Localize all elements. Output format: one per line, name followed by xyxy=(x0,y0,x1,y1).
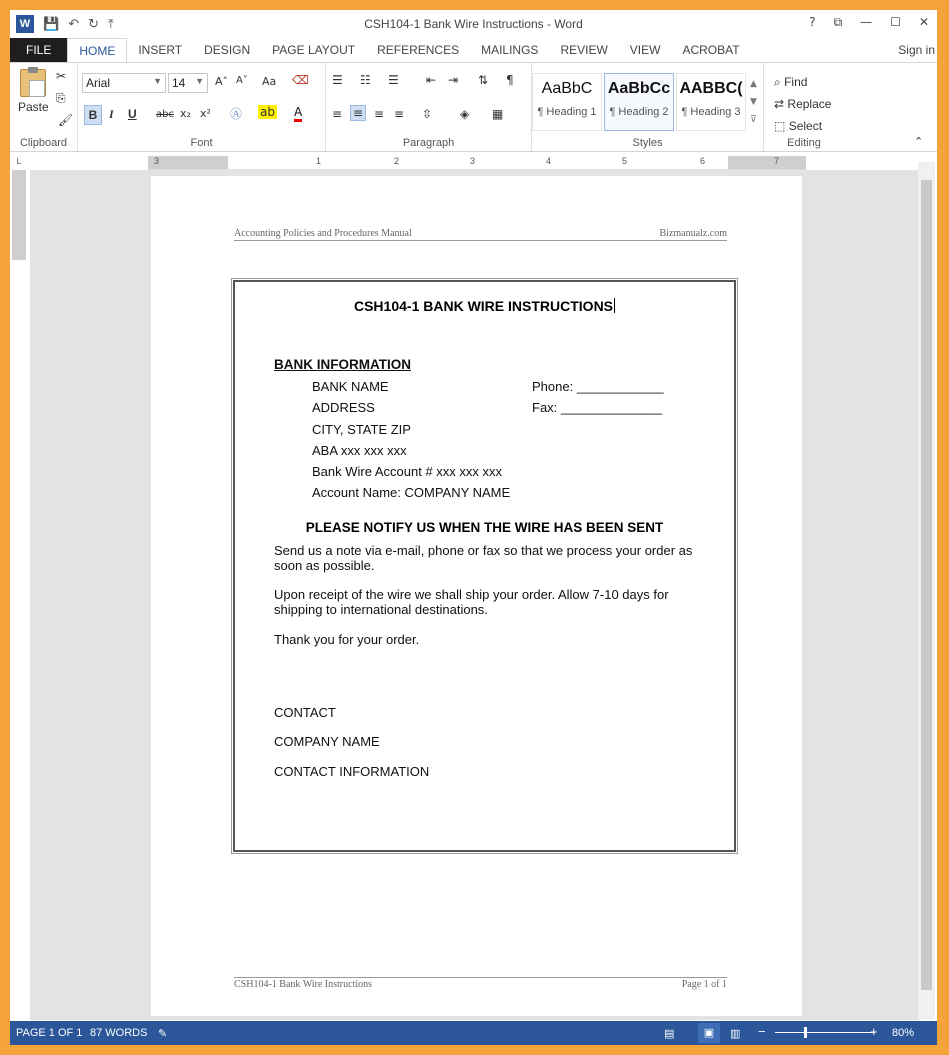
ruler-mark: 4 xyxy=(546,156,552,166)
footer-rule xyxy=(234,977,727,978)
clipboard-label: Clipboard xyxy=(19,137,68,149)
shading-icon[interactable]: ◈ xyxy=(460,107,470,121)
font-name-value: Arial xyxy=(86,76,111,90)
vertical-scrollbar[interactable] xyxy=(918,162,935,1020)
tab-mailings[interactable]: MAILINGS xyxy=(481,43,539,57)
style-name: ¶ Heading 2 xyxy=(609,106,669,118)
help-button[interactable]: ? xyxy=(809,15,816,29)
horizontal-ruler[interactable] xyxy=(148,156,806,170)
touch-mode-icon[interactable]: ⤒ xyxy=(108,16,114,32)
paste-button[interactable]: Paste xyxy=(18,100,49,114)
paragraph-thanks: Thank you for your order. xyxy=(274,632,420,647)
styles-label: Styles xyxy=(632,137,663,149)
notify-heading: PLEASE NOTIFY US WHEN THE WIRE HAS BEEN SENT xyxy=(305,520,664,535)
vertical-ruler[interactable] xyxy=(12,170,26,1020)
footer-right: Page 1 of 1 xyxy=(681,979,727,990)
company-name-line: COMPANY NAME xyxy=(274,734,380,749)
ribbon-tabs xyxy=(10,38,937,62)
paste-icon[interactable] xyxy=(20,69,46,97)
select-button[interactable] xyxy=(774,119,822,133)
tab-selector[interactable]: L xyxy=(16,156,22,166)
read-mode-icon[interactable]: ▤ xyxy=(664,1027,675,1040)
align-center-icon[interactable]: ≡ xyxy=(350,105,366,121)
header-rule xyxy=(234,240,727,241)
maximize-button[interactable]: ☐ xyxy=(890,15,901,29)
word-count[interactable]: 87 WORDS xyxy=(90,1027,148,1039)
ruler-mark: 6 xyxy=(700,156,706,166)
zoom-slider-thumb[interactable] xyxy=(804,1027,807,1038)
city-state-zip-line: CITY, STATE ZIP xyxy=(312,422,411,437)
style-preview: AABBC( xyxy=(679,80,743,97)
window-title: CSH104-1 Bank Wire Instructions - Word xyxy=(364,17,583,31)
styles-scroll-icon[interactable]: ▲ ▼ ⊽ xyxy=(750,79,757,125)
chevron-down-icon: ▼ xyxy=(195,76,204,86)
wire-account-line: Bank Wire Account # xxx xxx xxx xyxy=(312,464,503,479)
clear-formatting-icon[interactable]: ⌫ xyxy=(292,73,309,87)
subscript-button[interactable]: x₂ xyxy=(180,107,191,120)
ruler-mark: 3 xyxy=(154,156,160,166)
bold-button[interactable]: B xyxy=(84,105,102,125)
tab-review[interactable]: REVIEW xyxy=(560,43,608,57)
superscript-button[interactable]: x² xyxy=(200,107,211,120)
font-name-combo[interactable] xyxy=(82,73,166,93)
scrollbar-thumb[interactable] xyxy=(921,180,932,990)
bank-name-line: BANK NAME xyxy=(312,379,389,394)
style-heading-2[interactable] xyxy=(604,73,674,131)
ribbon-display-button[interactable]: ⧉ xyxy=(833,15,843,29)
paragraph-note: Send us a note via e-mail, phone or fax so that we process your order as soon as possible. xyxy=(274,543,693,573)
change-case-button[interactable]: Aa xyxy=(262,75,277,88)
text-effects-icon[interactable]: Ⓐ xyxy=(230,107,243,121)
save-icon[interactable]: 💾 xyxy=(43,16,60,32)
text-cursor xyxy=(614,298,615,313)
tab-insert[interactable]: INSERT xyxy=(138,43,183,57)
cut-icon[interactable]: ✂ xyxy=(56,69,67,83)
editing-label: Editing xyxy=(787,137,821,149)
ribbon xyxy=(10,62,937,152)
line-spacing-icon[interactable]: ⇳ xyxy=(422,107,433,121)
find-label: Find xyxy=(784,75,808,89)
font-size-value: 14 xyxy=(172,76,186,90)
strikethrough-button[interactable]: abc xyxy=(156,109,174,120)
ruler-mark: 2 xyxy=(394,156,400,166)
sort-icon[interactable]: ⇅ xyxy=(478,73,489,87)
numbering-icon[interactable]: ☷ xyxy=(360,73,371,87)
redo-icon[interactable]: ↻ xyxy=(88,16,99,32)
tab-home[interactable]: HOME xyxy=(67,38,127,62)
shrink-font-button[interactable]: A˅ xyxy=(236,75,248,86)
ruler-mark: 3 xyxy=(470,156,476,166)
document-title[interactable] xyxy=(235,298,734,314)
font-label: Font xyxy=(190,137,213,149)
increase-indent-icon[interactable]: ⇥ xyxy=(448,73,459,87)
font-size-combo[interactable] xyxy=(168,73,208,93)
align-left-icon[interactable]: ≡ xyxy=(332,107,343,121)
header-right: Bizmanualz.com xyxy=(659,228,727,239)
replace-button[interactable] xyxy=(774,97,831,111)
word-window xyxy=(10,10,937,1045)
footer-left: CSH104-1 Bank Wire Instructions xyxy=(234,979,373,990)
replace-label: Replace xyxy=(787,97,832,111)
chevron-down-icon: ▼ xyxy=(153,76,162,86)
find-button[interactable] xyxy=(774,75,807,90)
header-left: Accounting Policies and Procedures Manual xyxy=(234,228,412,239)
justify-icon[interactable]: ≡ xyxy=(394,107,405,121)
phone-line: Phone: ____________ xyxy=(532,379,664,394)
bordered-content-box xyxy=(233,280,736,852)
tab-design[interactable]: DESIGN xyxy=(204,43,251,57)
style-preview: AaBbC xyxy=(541,80,593,97)
align-right-icon[interactable]: ≡ xyxy=(374,107,385,121)
select-icon: ⬚ xyxy=(774,119,786,133)
tab-acrobat[interactable]: ACROBAT xyxy=(682,43,740,57)
ruler-mark: 1 xyxy=(316,156,322,166)
styles-group xyxy=(532,63,764,151)
borders-icon[interactable]: ▦ xyxy=(492,107,504,121)
page-count[interactable]: PAGE 1 OF 1 xyxy=(16,1027,83,1039)
paragraph-label: Paragraph xyxy=(402,137,455,149)
paragraph-group xyxy=(326,63,532,151)
tab-references[interactable]: REFERENCES xyxy=(377,43,460,57)
fax-line: Fax: ______________ xyxy=(532,400,663,415)
proofing-icon[interactable]: ✎ xyxy=(158,1027,168,1040)
zoom-out-button[interactable]: − xyxy=(758,1024,766,1039)
aba-line: ABA xxx xxx xxx xyxy=(312,443,407,458)
zoom-slider[interactable] xyxy=(775,1032,875,1033)
show-marks-button[interactable]: ¶ xyxy=(506,73,514,87)
address-line: ADDRESS xyxy=(312,400,375,415)
contact-info-line: CONTACT INFORMATION xyxy=(274,764,430,779)
tab-view[interactable]: VIEW xyxy=(629,43,661,57)
paragraph-shipping: Upon receipt of the wire we shall ship your order. Allow 7-10 days for shipping to international destinations. xyxy=(274,587,669,617)
zoom-in-button[interactable]: + xyxy=(870,1024,878,1039)
minimize-button[interactable]: — xyxy=(860,15,873,29)
word-logo-icon: W xyxy=(16,15,34,33)
status-bar xyxy=(10,1021,937,1045)
style-name: ¶ Heading 3 xyxy=(681,106,741,118)
web-layout-icon[interactable]: ▥ xyxy=(730,1027,741,1040)
decrease-indent-icon[interactable]: ⇤ xyxy=(426,73,437,87)
document-title-text: CSH104-1 BANK WIRE INSTRUCTIONS xyxy=(353,298,614,314)
zoom-level[interactable]: 80% xyxy=(892,1027,915,1039)
style-heading-1[interactable] xyxy=(532,73,602,131)
undo-icon[interactable]: ↶ xyxy=(68,16,80,32)
bank-info-heading: BANK INFORMATION xyxy=(274,357,411,372)
contact-line: CONTACT xyxy=(274,705,336,720)
document-page[interactable] xyxy=(151,176,802,1016)
style-preview: AaBbCc xyxy=(607,80,671,97)
style-name: ¶ Heading 1 xyxy=(537,106,597,118)
collapse-ribbon-icon[interactable]: ⌃ xyxy=(914,135,924,148)
find-icon: ⌕ xyxy=(774,75,781,89)
title-bar xyxy=(10,10,937,38)
ruler-mark: 5 xyxy=(622,156,628,166)
multilevel-list-icon[interactable]: ☰ xyxy=(388,73,399,87)
bullets-icon[interactable]: ☰ xyxy=(332,73,343,87)
grow-font-button[interactable]: A˄ xyxy=(215,75,229,88)
editing-group xyxy=(764,63,844,151)
sign-in-link[interactable]: Sign in xyxy=(898,43,935,57)
ruler-mark: 7 xyxy=(774,156,780,166)
window-controls xyxy=(809,15,929,30)
print-layout-icon[interactable]: ▣ xyxy=(698,1023,720,1043)
close-button[interactable]: ✕ xyxy=(918,15,929,29)
account-name-line: Account Name: COMPANY NAME xyxy=(312,485,511,500)
copy-icon[interactable]: ⎘ xyxy=(56,91,66,105)
clipboard-group xyxy=(10,63,78,151)
style-heading-3[interactable] xyxy=(676,73,746,131)
select-label: Select xyxy=(788,119,823,133)
highlight-icon[interactable]: ab xyxy=(260,105,275,119)
font-color-button[interactable]: A xyxy=(294,105,302,122)
tab-page-layout[interactable]: PAGE LAYOUT xyxy=(272,43,356,57)
tab-file[interactable]: FILE xyxy=(10,38,67,62)
italic-button[interactable]: I xyxy=(109,107,114,121)
font-group xyxy=(78,63,326,151)
replace-icon: ⇄ xyxy=(774,97,785,111)
format-painter-icon[interactable]: 🖌 xyxy=(58,113,74,127)
underline-button[interactable]: U xyxy=(128,107,137,121)
